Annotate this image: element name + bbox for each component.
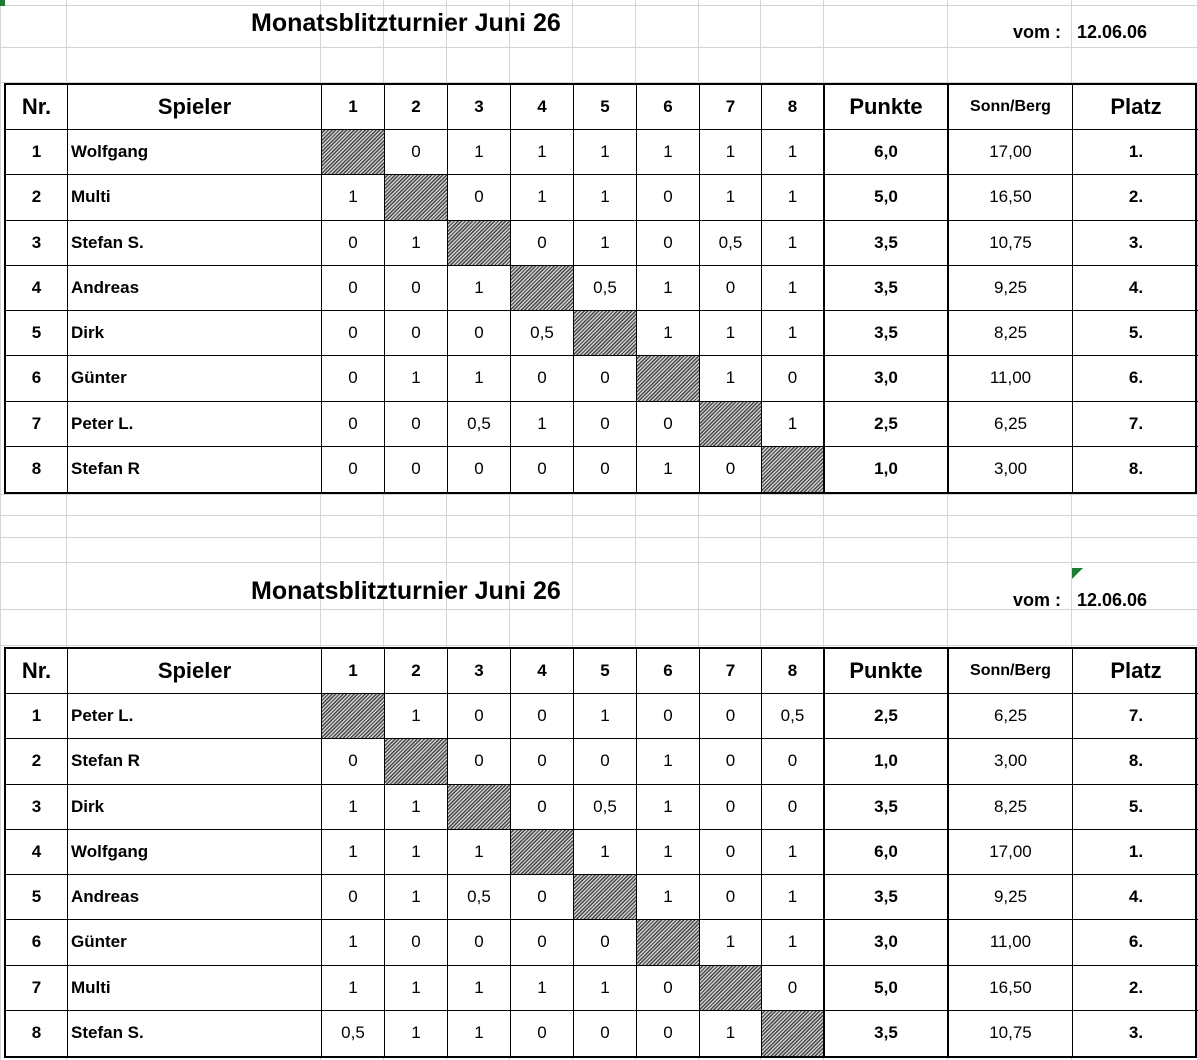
grid-line-horizontal xyxy=(0,494,1198,495)
score-cell[interactable]: 0 xyxy=(700,266,762,311)
points-cell[interactable]: 3,5 xyxy=(825,266,949,311)
table-row xyxy=(6,966,1195,1011)
score-cell[interactable]: 1 xyxy=(762,875,825,920)
score-cell[interactable]: 1 xyxy=(637,311,700,356)
rank-cell[interactable]: 2. xyxy=(1073,966,1198,1011)
player-name[interactable]: Multi xyxy=(68,966,322,1011)
score-cell[interactable]: 0 xyxy=(700,739,762,784)
score-cell[interactable]: 1 xyxy=(574,130,637,175)
rank-cell[interactable]: 8. xyxy=(1128,459,1144,479)
score-cell[interactable]: 0 xyxy=(511,356,574,401)
sonneborn-berger-cell[interactable]: 17,00 xyxy=(949,130,1073,175)
table-row xyxy=(6,130,1195,175)
self-match-cell[interactable] xyxy=(385,739,448,784)
table-row xyxy=(6,1011,1195,1056)
column-header: Spieler xyxy=(68,649,322,694)
score-cell[interactable]: 0 xyxy=(574,402,637,447)
column-header: 8 xyxy=(762,85,825,130)
column-header: 4 xyxy=(511,85,574,130)
sonneborn-berger-cell[interactable]: 16,50 xyxy=(949,966,1073,1011)
score-cell[interactable]: 0 xyxy=(448,920,511,965)
score-cell[interactable]: 0,5 xyxy=(574,785,637,830)
score-cell[interactable]: 1 xyxy=(322,830,385,875)
player-name[interactable]: Stefan S. xyxy=(68,221,322,266)
self-match-cell[interactable] xyxy=(700,966,762,1011)
score-cell[interactable]: 0 xyxy=(637,1011,700,1056)
rank-cell[interactable]: 6. xyxy=(1073,356,1198,401)
rank-cell[interactable]: 4. xyxy=(1073,266,1198,311)
player-number[interactable]: 1 xyxy=(6,694,68,739)
self-match-cell[interactable] xyxy=(637,356,700,401)
self-match-cell[interactable] xyxy=(322,130,385,175)
score-cell[interactable]: 1 xyxy=(322,175,385,220)
score-cell[interactable]: 1 xyxy=(700,175,762,220)
score-cell[interactable]: 0 xyxy=(574,1011,637,1056)
score-cell[interactable]: 0 xyxy=(637,694,700,739)
points-cell[interactable]: 3,5 xyxy=(825,875,949,920)
player-name[interactable]: Andreas xyxy=(68,266,322,311)
score-cell[interactable]: 0,5 xyxy=(511,311,574,356)
header-row xyxy=(6,649,1195,694)
score-cell[interactable]: 0,5 xyxy=(448,875,511,920)
score-cell[interactable]: 1 xyxy=(448,966,511,1011)
score-cell[interactable]: 0,5 xyxy=(762,694,825,739)
self-match-cell[interactable] xyxy=(700,402,762,447)
score-cell[interactable]: 1 xyxy=(637,785,700,830)
score-cell[interactable]: 0 xyxy=(511,1011,574,1056)
score-cell[interactable]: 0 xyxy=(511,694,574,739)
score-cell[interactable]: 1 xyxy=(574,694,637,739)
score-cell[interactable]: 0 xyxy=(448,175,511,220)
player-number[interactable]: 7 xyxy=(6,966,68,1011)
points-cell[interactable]: 3,5 xyxy=(825,311,949,356)
score-cell[interactable]: 0 xyxy=(385,402,448,447)
score-cell[interactable]: 1 xyxy=(762,311,825,356)
table-row xyxy=(6,266,1195,311)
score-cell[interactable]: 1 xyxy=(700,1011,762,1056)
points-cell[interactable]: 5,0 xyxy=(825,966,949,1011)
score-cell[interactable]: 1 xyxy=(448,830,511,875)
score-cell[interactable]: 0 xyxy=(385,130,448,175)
score-cell[interactable]: 1 xyxy=(385,966,448,1011)
score-cell[interactable]: 1 xyxy=(637,447,700,492)
sonneborn-berger-cell[interactable]: 8,25 xyxy=(949,311,1073,356)
self-match-cell[interactable] xyxy=(385,175,448,220)
score-cell[interactable]: 1 xyxy=(511,402,574,447)
score-cell[interactable]: 0 xyxy=(322,402,385,447)
sonneborn-berger-cell[interactable]: 10,75 xyxy=(949,1011,1073,1056)
column-header: 7 xyxy=(700,649,762,694)
score-cell[interactable]: 0 xyxy=(574,447,637,492)
sonneborn-berger-cell[interactable]: 16,50 xyxy=(949,175,1073,220)
grid-line-horizontal xyxy=(0,5,1198,6)
score-cell[interactable]: 0 xyxy=(385,447,448,492)
column-header: 3 xyxy=(448,85,511,130)
player-name[interactable]: Günter xyxy=(68,356,322,401)
score-cell[interactable]: 0 xyxy=(637,402,700,447)
self-match-cell[interactable] xyxy=(574,875,637,920)
score-cell[interactable]: 0 xyxy=(511,920,574,965)
score-cell[interactable]: 1 xyxy=(700,130,762,175)
score-cell[interactable]: 1 xyxy=(762,221,825,266)
score-cell[interactable]: 0 xyxy=(574,739,637,784)
score-cell[interactable]: 1 xyxy=(448,1011,511,1056)
score-cell[interactable]: 1 xyxy=(511,175,574,220)
score-cell[interactable]: 1 xyxy=(322,785,385,830)
rank-cell[interactable]: 5. xyxy=(1073,311,1198,356)
score-cell[interactable]: 1 xyxy=(762,175,825,220)
score-cell[interactable]: 1 xyxy=(385,221,448,266)
sonneborn-berger-cell[interactable]: 6,25 xyxy=(949,402,1073,447)
date-label: vom : xyxy=(1013,590,1062,610)
rank-cell[interactable]: 1. xyxy=(1073,130,1198,175)
tournament-title: Monatsblitzturnier Juni 26 xyxy=(251,9,561,37)
column-header: Sonn/Berg xyxy=(949,649,1073,694)
column-header: Nr. xyxy=(6,649,68,694)
column-header: Spieler xyxy=(68,85,322,130)
points-cell[interactable]: 6,0 xyxy=(825,830,949,875)
sonneborn-berger-cell[interactable]: 11,00 xyxy=(949,920,1073,965)
score-cell[interactable]: 1 xyxy=(637,830,700,875)
player-number[interactable]: 6 xyxy=(6,356,68,401)
points-cell[interactable]: 3,0 xyxy=(825,920,949,965)
player-name[interactable]: Wolfgang xyxy=(68,130,322,175)
self-match-cell[interactable] xyxy=(511,830,574,875)
score-cell[interactable]: 1 xyxy=(322,920,385,965)
column-header: Platz xyxy=(1073,649,1198,694)
self-match-cell[interactable] xyxy=(511,266,574,311)
score-cell[interactable]: 0 xyxy=(700,875,762,920)
score-cell[interactable]: 0 xyxy=(448,694,511,739)
score-cell[interactable]: 0,5 xyxy=(448,402,511,447)
score-cell[interactable]: 1 xyxy=(385,694,448,739)
column-header: 6 xyxy=(637,649,700,694)
score-cell[interactable]: 0 xyxy=(448,311,511,356)
table-row xyxy=(6,221,1195,266)
column-header: 6 xyxy=(637,85,700,130)
grid-line-horizontal xyxy=(0,645,1198,646)
score-cell[interactable]: 0 xyxy=(762,739,825,784)
score-cell[interactable]: 1 xyxy=(574,175,637,220)
table-row xyxy=(6,875,1195,920)
column-header: 1 xyxy=(322,85,385,130)
player-number[interactable]: 3 xyxy=(6,785,68,830)
sonneborn-berger-cell[interactable]: 8,25 xyxy=(949,785,1073,830)
self-match-cell[interactable] xyxy=(574,311,637,356)
player-number[interactable]: 2 xyxy=(6,739,68,784)
column-header: Sonn/Berg xyxy=(949,85,1073,130)
score-cell[interactable]: 1 xyxy=(762,130,825,175)
score-cell[interactable]: 0,5 xyxy=(700,221,762,266)
column-header: 7 xyxy=(700,85,762,130)
player-name[interactable]: Wolfgang xyxy=(68,830,322,875)
score-cell[interactable]: 0 xyxy=(322,311,385,356)
column-header: 2 xyxy=(385,649,448,694)
points-cell[interactable]: 6,0 xyxy=(825,130,949,175)
player-name[interactable]: Stefan R xyxy=(68,447,322,492)
player-number[interactable]: 8 xyxy=(6,447,68,492)
column-header: 8 xyxy=(762,649,825,694)
rank-cell[interactable]: 5. xyxy=(1073,785,1198,830)
player-number[interactable]: 3 xyxy=(6,221,68,266)
score-cell[interactable]: 0 xyxy=(511,785,574,830)
player-number[interactable]: 5 xyxy=(6,311,68,356)
score-cell[interactable]: 0 xyxy=(700,694,762,739)
score-cell[interactable]: 1 xyxy=(385,785,448,830)
column-header: Platz xyxy=(1073,85,1198,130)
sonneborn-berger-cell[interactable]: 10,75 xyxy=(949,221,1073,266)
grid-line-horizontal xyxy=(0,47,1198,48)
score-cell[interactable]: 1 xyxy=(574,830,637,875)
score-cell[interactable]: 0 xyxy=(448,447,511,492)
score-cell[interactable]: 1 xyxy=(574,966,637,1011)
date-label: vom : xyxy=(1013,22,1062,42)
player-number[interactable]: 7 xyxy=(6,402,68,447)
score-cell[interactable]: 1 xyxy=(700,920,762,965)
player-name[interactable]: Andreas xyxy=(68,875,322,920)
crosstable xyxy=(4,647,1197,1058)
score-cell[interactable]: 0 xyxy=(637,175,700,220)
table-row xyxy=(6,920,1195,965)
score-cell[interactable]: 0 xyxy=(511,875,574,920)
score-cell[interactable]: 1 xyxy=(385,356,448,401)
score-cell[interactable]: 1 xyxy=(637,875,700,920)
score-cell[interactable]: 0 xyxy=(385,311,448,356)
player-number[interactable]: 5 xyxy=(6,875,68,920)
points-cell[interactable]: 5,0 xyxy=(825,175,949,220)
column-header: 5 xyxy=(574,649,637,694)
score-cell[interactable]: 0,5 xyxy=(322,1011,385,1056)
crosstable xyxy=(4,83,1197,494)
score-cell[interactable]: 1 xyxy=(322,966,385,1011)
score-cell[interactable]: 0 xyxy=(762,785,825,830)
self-match-cell[interactable] xyxy=(762,447,825,492)
sonneborn-berger-cell[interactable]: 11,00 xyxy=(949,356,1073,401)
table-row xyxy=(6,830,1195,875)
self-match-cell[interactable] xyxy=(448,785,511,830)
score-cell[interactable]: 1 xyxy=(448,356,511,401)
score-cell[interactable]: 1 xyxy=(448,266,511,311)
score-cell[interactable]: 1 xyxy=(511,130,574,175)
points-cell[interactable]: 1,0 xyxy=(825,447,949,492)
self-match-cell[interactable] xyxy=(762,1011,825,1056)
column-header: 1 xyxy=(322,649,385,694)
grid-line-horizontal xyxy=(0,562,1198,563)
score-cell[interactable]: 0 xyxy=(762,966,825,1011)
score-cell[interactable]: 0 xyxy=(511,739,574,784)
sonneborn-berger-cell[interactable]: 3,00 xyxy=(949,447,1073,492)
score-cell[interactable]: 0 xyxy=(322,266,385,311)
score-cell[interactable]: 0 xyxy=(700,830,762,875)
score-cell[interactable]: 0 xyxy=(322,221,385,266)
score-cell[interactable]: 0 xyxy=(700,447,762,492)
table-row xyxy=(6,785,1195,830)
points-cell[interactable]: 2,5 xyxy=(825,402,949,447)
column-header: 5 xyxy=(574,85,637,130)
score-cell[interactable]: 0 xyxy=(322,875,385,920)
self-match-cell[interactable] xyxy=(637,920,700,965)
score-cell[interactable]: 0 xyxy=(322,739,385,784)
comment-indicator xyxy=(1072,568,1083,579)
player-number[interactable]: 4 xyxy=(6,266,68,311)
active-cell-marker xyxy=(0,0,5,6)
score-cell[interactable]: 0,5 xyxy=(574,266,637,311)
column-header: 2 xyxy=(385,85,448,130)
rank-cell[interactable]: 6. xyxy=(1073,920,1198,965)
table-row xyxy=(6,739,1195,784)
score-cell[interactable]: 1 xyxy=(385,875,448,920)
score-cell[interactable]: 1 xyxy=(385,830,448,875)
rank-cell[interactable]: 3. xyxy=(1128,1023,1144,1043)
rank-cell[interactable]: 8. xyxy=(1073,739,1198,784)
player-number[interactable]: 6 xyxy=(6,920,68,965)
score-cell[interactable]: 0 xyxy=(322,356,385,401)
player-number[interactable]: 4 xyxy=(6,830,68,875)
player-name[interactable]: Stefan R xyxy=(68,739,322,784)
player-name[interactable]: Dirk xyxy=(68,785,322,830)
table-row xyxy=(6,694,1195,739)
score-cell[interactable]: 1 xyxy=(700,356,762,401)
score-cell[interactable]: 1 xyxy=(762,830,825,875)
player-name[interactable]: Peter L. xyxy=(68,694,322,739)
score-cell[interactable]: 1 xyxy=(385,1011,448,1056)
tournament-date[interactable]: 12.06.06 xyxy=(1077,590,1148,610)
table-row xyxy=(6,175,1195,220)
score-cell[interactable]: 1 xyxy=(574,221,637,266)
score-cell[interactable]: 1 xyxy=(762,920,825,965)
points-cell[interactable]: 3,5 xyxy=(825,1011,949,1056)
score-cell[interactable]: 0 xyxy=(511,447,574,492)
score-cell[interactable]: 1 xyxy=(637,739,700,784)
header-row xyxy=(6,85,1195,130)
table-row xyxy=(6,311,1195,356)
score-cell[interactable]: 0 xyxy=(448,739,511,784)
self-match-cell[interactable] xyxy=(322,694,385,739)
sonneborn-berger-cell[interactable]: 6,25 xyxy=(949,694,1073,739)
player-name[interactable]: Günter xyxy=(68,920,322,965)
score-cell[interactable]: 0 xyxy=(511,221,574,266)
score-cell[interactable]: 1 xyxy=(511,966,574,1011)
player-name[interactable]: Multi xyxy=(68,175,322,220)
score-cell[interactable]: 0 xyxy=(322,447,385,492)
player-number[interactable]: 8 xyxy=(6,1011,68,1056)
points-cell[interactable]: 3,0 xyxy=(825,356,949,401)
tournament-title: Monatsblitzturnier Juni 26 xyxy=(251,577,561,605)
score-cell[interactable]: 0 xyxy=(385,920,448,965)
score-cell[interactable]: 1 xyxy=(637,266,700,311)
sonneborn-berger-cell[interactable]: 17,00 xyxy=(949,830,1073,875)
player-number[interactable]: 1 xyxy=(6,130,68,175)
column-header: 4 xyxy=(511,649,574,694)
score-cell[interactable]: 0 xyxy=(637,221,700,266)
table-row xyxy=(6,447,1195,492)
player-number[interactable]: 2 xyxy=(6,175,68,220)
column-header: Punkte xyxy=(825,85,949,130)
score-cell[interactable]: 1 xyxy=(762,266,825,311)
table-row xyxy=(6,356,1195,401)
score-cell[interactable]: 1 xyxy=(637,130,700,175)
tournament-date[interactable]: 12.06.06 xyxy=(1077,22,1148,42)
grid-line-horizontal xyxy=(0,537,1198,538)
player-name[interactable]: Dirk xyxy=(68,311,322,356)
points-cell[interactable]: 3,5 xyxy=(825,221,949,266)
score-cell[interactable]: 0 xyxy=(762,356,825,401)
grid-line-vertical xyxy=(0,0,1,1060)
rank-cell[interactable]: 7. xyxy=(1073,694,1198,739)
rank-cell[interactable]: 2. xyxy=(1073,175,1198,220)
player-name[interactable]: Peter L. xyxy=(68,402,322,447)
self-match-cell[interactable] xyxy=(448,221,511,266)
sonneborn-berger-cell[interactable]: 9,25 xyxy=(949,875,1073,920)
points-cell[interactable]: 3,5 xyxy=(825,785,949,830)
score-cell[interactable]: 0 xyxy=(574,920,637,965)
points-cell[interactable]: 2,5 xyxy=(825,694,949,739)
player-name[interactable]: Stefan S. xyxy=(68,1011,322,1056)
score-cell[interactable]: 1 xyxy=(700,311,762,356)
points-cell[interactable]: 1,0 xyxy=(825,739,949,784)
column-header: Punkte xyxy=(825,649,949,694)
sonneborn-berger-cell[interactable]: 3,00 xyxy=(949,739,1073,784)
column-header: 3 xyxy=(448,649,511,694)
grid-line-horizontal xyxy=(0,515,1198,516)
score-cell[interactable]: 0 xyxy=(637,966,700,1011)
score-cell[interactable]: 1 xyxy=(448,130,511,175)
rank-cell[interactable]: 4. xyxy=(1073,875,1198,920)
score-cell[interactable]: 0 xyxy=(700,785,762,830)
sonneborn-berger-cell[interactable]: 9,25 xyxy=(949,266,1073,311)
rank-cell[interactable]: 3. xyxy=(1073,221,1198,266)
score-cell[interactable]: 0 xyxy=(385,266,448,311)
rank-cell[interactable]: 1. xyxy=(1073,830,1198,875)
score-cell[interactable]: 0 xyxy=(574,356,637,401)
column-header: Nr. xyxy=(6,85,68,130)
score-cell[interactable]: 1 xyxy=(762,402,825,447)
table-row xyxy=(6,402,1195,447)
rank-cell[interactable]: 7. xyxy=(1073,402,1198,447)
